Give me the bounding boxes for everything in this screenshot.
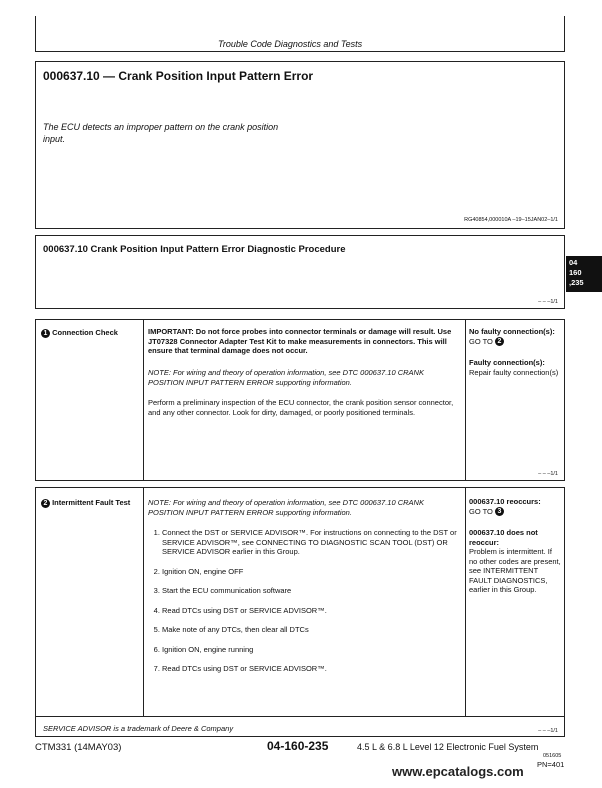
step-number-badge: 2 [41,499,50,508]
procedure-step: 1. Connect the DST or SERVICE ADVISOR™. For instructions on connecting to the DST or SERVICE ADVISOR™, see CONNECTING TO DIAGNOSTIC SCAN TOOL (DST) OR SERVICE ADVISOR earlier in this Group. [162,528,460,557]
page-number: 04-160-235 [267,739,329,753]
trademark-note: SERVICE ADVISOR is a trademark of Deere & Company [43,724,234,733]
section-tab [566,256,602,292]
footer-code: 051605 [543,753,562,759]
section-ref: RG40854,000010A –19–15JAN02–1/1 [464,217,558,223]
footer-right: 4.5 L & 6.8 L Level 12 Electronic Fuel System [357,742,539,752]
procedure-step: 3. Start the ECU communication software [162,586,460,596]
important-note: IMPORTANT: Do not force probes into connector terminals or damage will result. Use JT07328 Connector Adapter Test Kit to make measurements in connectors. This will ensure that terminal damage does not occur. [148,327,452,355]
wiring-note: NOTE: For wiring and theory of operation information, see DTC 000637.10 CRANK POSITION INPUT PATTERN ERROR supporting information. [148,498,424,517]
goto-label: GO TO [469,336,493,346]
section-title: 000637.10 — Crank Position Input Pattern Error [43,69,314,83]
section-title-box [35,61,565,229]
step-label-text: Connection Check [52,328,118,337]
result-title: 000637.10 reoccurs: [469,497,541,506]
step-number-badge: 3 [495,507,504,516]
result-not-reoccur [469,528,561,595]
header-left-rule [35,16,36,52]
header-title: Trouble Code Diagnostics and Tests [218,39,363,49]
step-intermittent-fault-test [35,487,565,737]
procedure-title-box [35,235,565,309]
procedure-step: 2. Ignition ON, engine OFF [162,567,460,577]
result-body: Problem is intermittent. If no other codes are present, see INTERMITTENT FAULT DIAGNOSTICS, earlier in this Group. [469,547,561,594]
column-divider [465,488,466,716]
section-description: The ECU detects an improper pattern on the crank position input. [43,122,279,144]
section-tab-line3: ,235 [569,278,584,287]
procedure-title: 000637.10 Crank Position Input Pattern Error Diagnostic Procedure [43,244,346,255]
goto-link[interactable] [469,507,561,517]
result-body: Repair faulty connection(s) [469,367,559,377]
column-divider [143,320,144,480]
step-label [41,328,118,338]
step-ref: – – –1/1 [538,728,558,734]
result-reoccurs [469,497,561,516]
procedure-step: 6. Ignition ON, engine running [162,645,460,655]
column-divider [143,488,144,716]
footer-left: CTM331 (14MAY03) [35,742,122,753]
header-bottom-rule [35,51,565,52]
goto-link[interactable] [469,337,561,347]
step-label [41,498,130,508]
step-number-badge: 2 [495,337,504,346]
step-ref: – – –1/1 [538,471,558,477]
result-title: No faulty connection(s): [469,327,555,336]
watermark: www.epcatalogs.com [392,764,524,779]
goto-label: GO TO [469,506,493,516]
procedure-step: 5. Make note of any DTCs, then clear all DTCs [162,625,460,635]
section-tab-line1: 04 [569,258,578,267]
procedure-ref: – – –1/1 [538,299,558,305]
inspection-text: Perform a preliminary inspection of the ECU connector, the crank position sensor connector, and any other connector. Look for dirty, damaged, or poorly positioned terminals. [148,398,454,417]
result-faulty [469,358,561,377]
header-right-rule [564,16,565,52]
procedure-steps [148,528,460,684]
result-title: 000637.10 does not reoccur: [469,528,538,547]
trademark-rule [36,716,564,717]
section-tab-line2: 160 [569,268,582,277]
step-connection-check [35,319,565,481]
procedure-step-list [148,528,460,674]
procedure-step: 4. Read DTCs using DST or SERVICE ADVISOR™. [162,606,460,616]
result-title: Faulty connection(s): [469,358,545,367]
column-divider [465,320,466,480]
result-no-fault [469,327,561,346]
footer-pn: PN=401 [537,760,565,769]
procedure-step: 7. Read DTCs using DST or SERVICE ADVISOR™. [162,664,460,674]
wiring-note: NOTE: For wiring and theory of operation information, see DTC 000637.10 CRANK POSITION INPUT PATTERN ERROR supporting information. [148,368,424,387]
step-number-badge: 1 [41,329,50,338]
step-label-text: Intermittent Fault Test [52,498,131,507]
